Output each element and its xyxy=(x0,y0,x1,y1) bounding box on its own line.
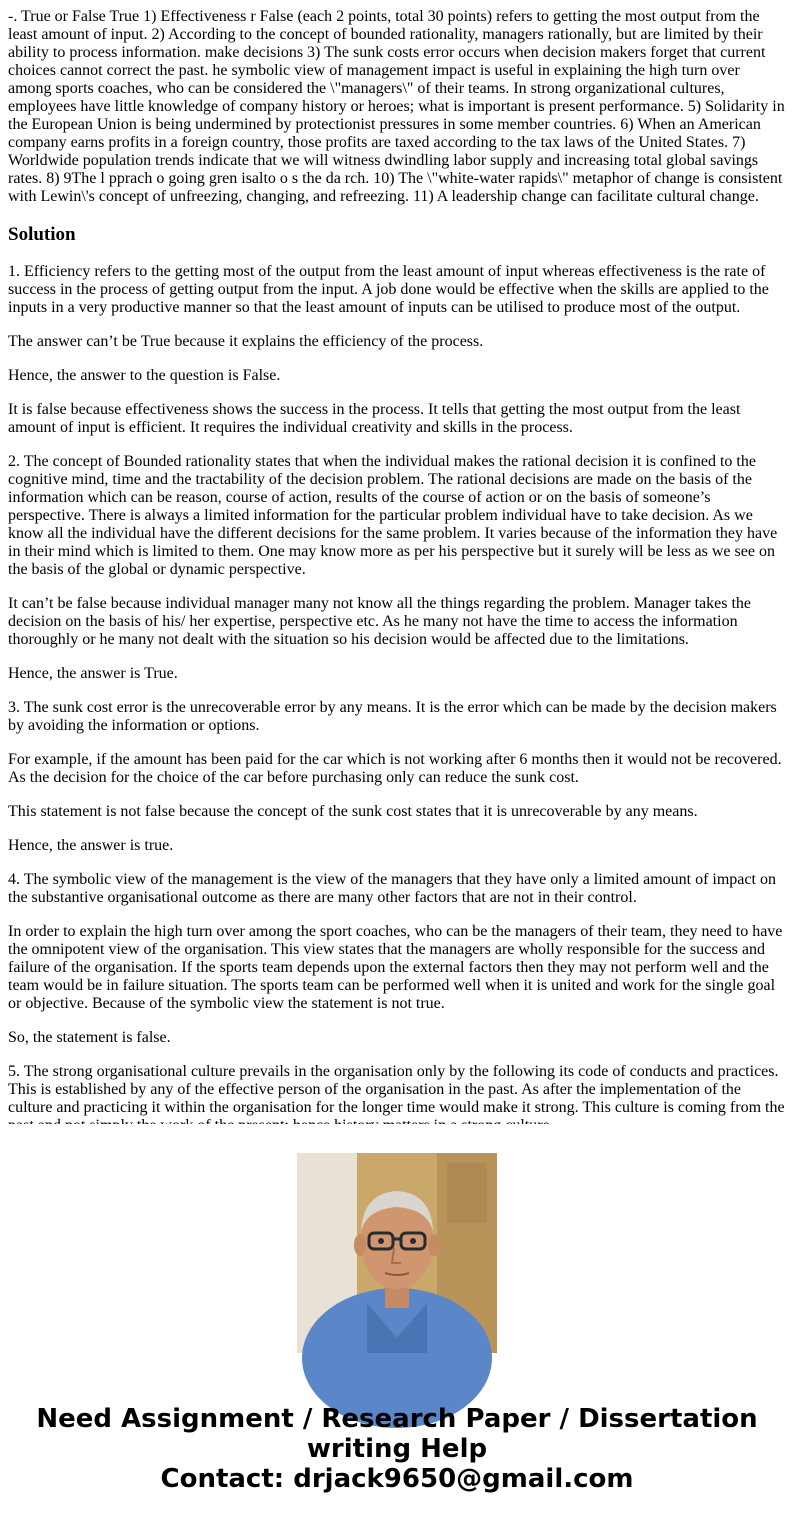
solution-paragraph: For example, if the amount has been paid for the car which is not working after 6 months then it would not be recovered. As the decision for the choice of the car before purchasing only can reduce the sunk cost. xyxy=(8,751,782,786)
solution-paragraph: Hence, the answer is true. xyxy=(8,837,174,854)
portrait-illustration xyxy=(297,1153,497,1353)
solution-paragraph: 5. The strong organisational culture prevails in the organisation only by the following its code of conducts and practices. This is established by any of the effective person of the organisation in the past. As after the implementation of the culture and practicing it within the organisation for the longer time would make it strong. This culture is coming from the xyxy=(8,1063,785,1116)
solution-paragraph: Hence, the answer is True. xyxy=(8,665,178,682)
solution-paragraph: It is false because effectiveness shows the success in the process. It tells that getting the most output from the least amount of input is efficient. It requires the individual creativity and skills in the process. xyxy=(8,401,741,436)
solution-paragraph: In order to explain the high turn over among the sport coaches, who can be the managers of their team, they need to have the omnipotent view of the organisation. This view states that the managers are wholly responsible for the success and failure of the organisation. If the sports team depends upon the external factors then they may not perform well and the team would be in failure situation. The sports team can be performed well when it is united and work for the single goal or objective. Because of the symbolic view the statement is not true. xyxy=(8,923,783,1012)
document-content xyxy=(8,8,786,1124)
solution-paragraph: The answer can’t be True because it explains the efficiency of the process. xyxy=(8,333,484,350)
solution-paragraph: Hence, the answer to the question is False. xyxy=(8,367,281,384)
question-text: -. True or False True 1) Effectiveness r False (each 2 points, total 30 points) refers to getting the most output from the least amount of input. 2) According to the concept of bounded rationality, managers rationally, but are limited by their ability to process information. make decisions 3) The sunk costs error occurs when decision makers forget that current choices cannot correct the past. he symbolic view of management impact is useful in explaining the high turn over among sports coaches, who can be considered the \"managers\" of their teams. In strong organizational cultures, employees have little knowledge of company history or heroes; what is important is present performance. 5) Solidarity in the European Union is being undermined by protectionist pressures in some member countries. 6) When an American company earns profits in a foreign country, those profits are taxed according to the tax laws of the United States. 7) Worldwide population trends indicate that we will witness dwindling labor supply and increasing total global savings rates. 8) 9The l pprach o going gren isalto o s the da rch. 10) The \"white-water rapids\" metaphor of change is consistent with Lewin\'s concept of unfreezing, changing, and refreezing. 11) A leadership change can facilitate cultural change. xyxy=(8,8,785,205)
solution-heading: Solution xyxy=(8,224,76,245)
solution-paragraph: This statement is not false because the concept of the sunk cost states that it is unrecoverable by any means. xyxy=(8,803,698,820)
solution-paragraph: It can’t be false because individual manager many not know all the things regarding the problem. Manager takes the decision on the basis of his/ her expertise, perspective etc. As he many not have the time to access the information thoroughly or he many not dealt with the situation so his decision would be affected due to the limitations. xyxy=(8,595,752,648)
cta-line: Need Assignment / Research Paper / Dissertation xyxy=(36,1404,758,1434)
author-photo xyxy=(297,1153,497,1353)
solution-body xyxy=(8,263,786,1135)
solution-paragraph: So, the statement is false. xyxy=(8,1029,171,1046)
contact-footer xyxy=(0,1124,794,1523)
solution-paragraph: 3. The sunk cost error is the unrecoverable error by any means. It is the error which can be made by the decision makers by avoiding the information or options. xyxy=(8,699,777,734)
solution-paragraph: 2. The concept of Bounded rationality states that when the individual makes the rational decision it is confined to the cognitive mind, time and the tractability of the decision problem. The rational decisions are made on the basis of the information which can be reason, course of action, results of the course of action or on the basis of someone’s perspective. There is always a limited information for the particular problem individual have to take decision. As we know all the individual have the different decisions for the same problem. It varies because of the information they have in their mind which is limited to them. One may know more as per his perspective but it surely will be less as we see on the basis of the global or dynamic perspective. xyxy=(8,453,778,578)
contact-call-to-action xyxy=(0,1404,794,1494)
solution-paragraph: 1. Efficiency refers to the getting most of the output from the least amount of input whereas effectiveness is the rate of success in the process of getting output from the input. A job done would be effective when the skills are applied to the inputs in a very productive manner so that the least amount of inputs can be utilised to produce most of the output. xyxy=(8,263,769,316)
solution-paragraph: 4. The symbolic view of the management is the view of the managers that they have only a limited amount of impact on the substantive organisational outcome as there are many other factors that are not in their control. xyxy=(8,871,776,906)
contact-email[interactable]: Contact: drjack9650@gmail.com xyxy=(160,1464,634,1494)
cta-line: writing Help xyxy=(306,1434,488,1464)
